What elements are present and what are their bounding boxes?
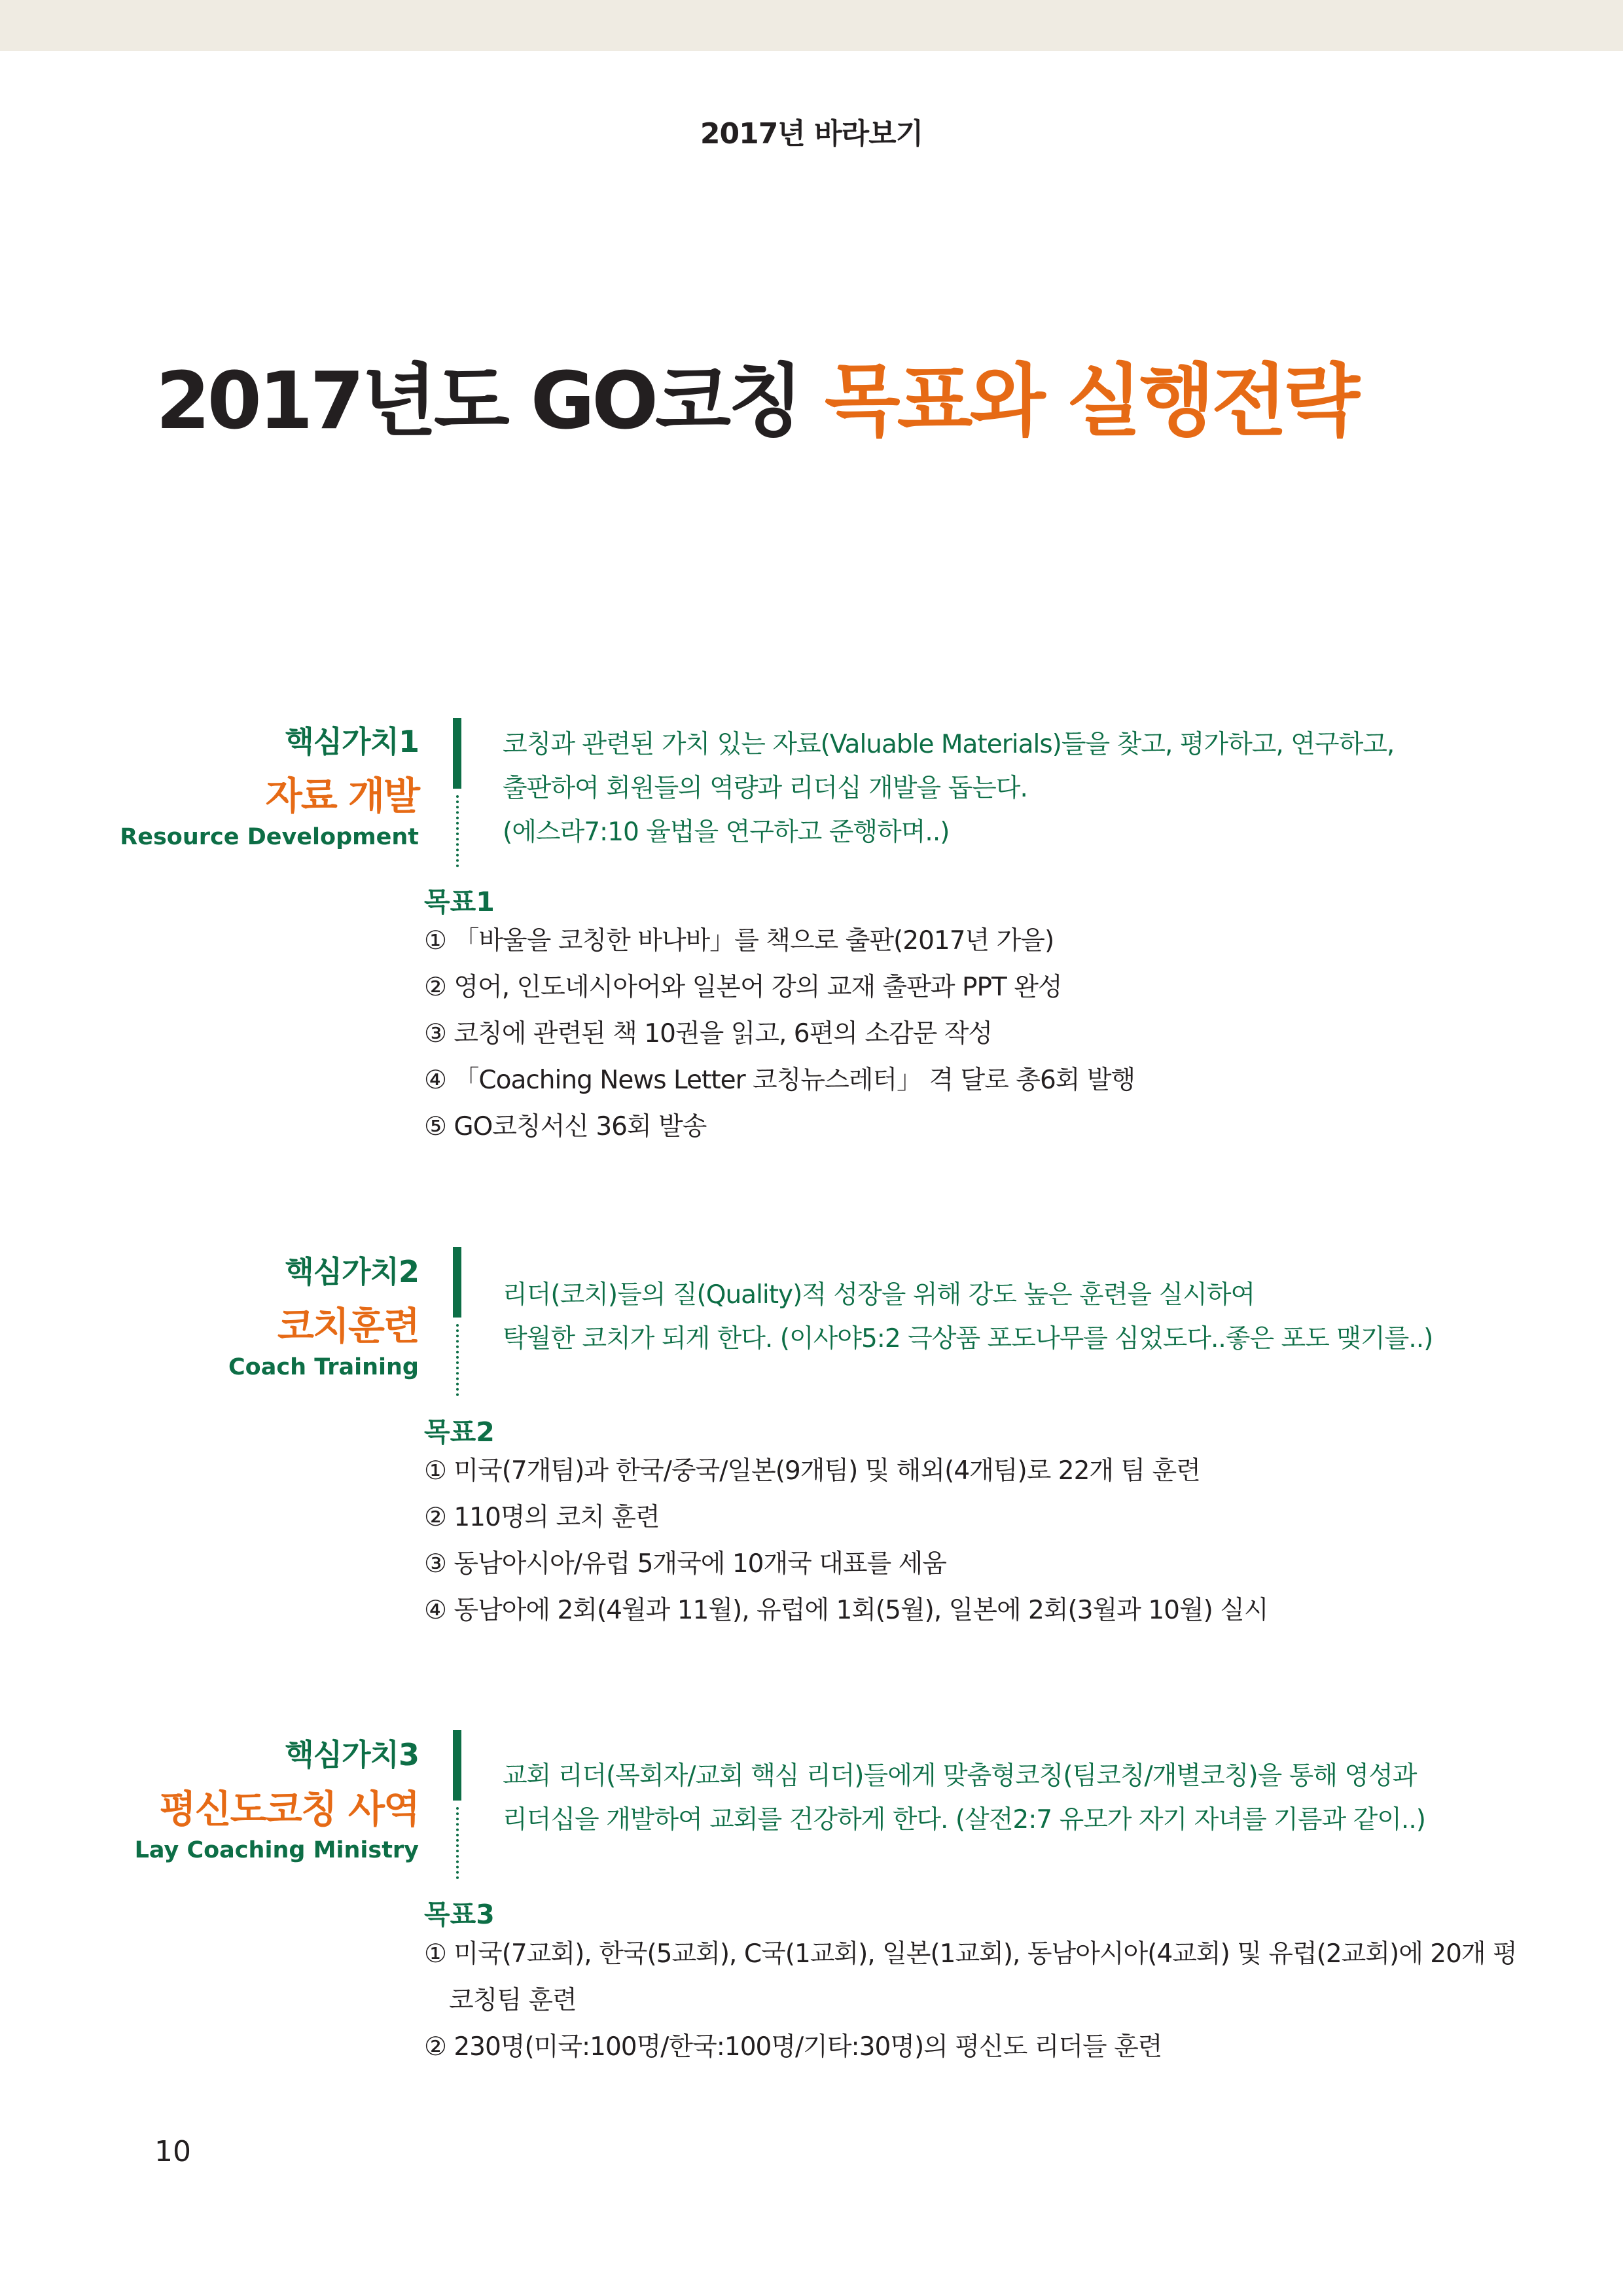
description-line: 리더십을 개발하여 교회를 건강하게 한다. (살전2:7 유모가 자기 자녀를 기름과 같이..)	[503, 1805, 1425, 1835]
goal-item: ④ 동남아에 2회(4월과 11월), 유럽에 1회(5월), 일본에 2회(3월과 10월) 실시	[424, 1596, 1268, 1625]
goal-item: ③ 코칭에 관련된 책 10권을 읽고, 6편의 소감문 작성	[424, 1019, 993, 1049]
goal-3-title: 목표3	[424, 1899, 495, 1930]
core-value-2-description	[503, 1273, 1524, 1361]
goal-1-list	[424, 918, 1537, 1150]
page-title	[156, 356, 1357, 447]
goal-2-list	[424, 1448, 1537, 1634]
top-band	[0, 0, 1623, 51]
section-3-dotted-line	[456, 1807, 459, 1879]
goal-item: ④ 「Coaching News Letter 코칭뉴스레터」 격 달로 총6회 발행	[424, 1066, 1135, 1095]
goal-item: ① 미국(7개팀)과 한국/중국/일본(9개팀) 및 해외(4개팀)로 22개 팀 훈련	[424, 1456, 1200, 1486]
core-value-3-name: 평신도코칭 사역	[159, 1787, 419, 1831]
section-2-dotted-line	[456, 1324, 459, 1396]
section-2-bar	[453, 1247, 461, 1318]
page-number: 10	[154, 2135, 191, 2168]
section-1-dotted-line	[456, 795, 459, 867]
goal-item: ⑤ GO코칭서신 36회 발송	[424, 1112, 707, 1141]
description-line: 탁월한 코치가 되게 한다. (이사야5:2 극상품 포도나무를 심었도다..좋은 포도 맺기를..)	[503, 1324, 1433, 1354]
core-value-3-description	[503, 1754, 1524, 1842]
description-line: 리더(코치)들의 질(Quality)적 성장을 위해 강도 높은 훈련을 실시하여	[503, 1280, 1255, 1310]
core-value-1-number: 핵심가치1	[285, 724, 419, 759]
core-value-1-description	[503, 723, 1524, 854]
core-value-3-english: Lay Coaching Ministry	[134, 1837, 419, 1863]
core-value-2-number: 핵심가치2	[285, 1254, 419, 1289]
core-value-3-number: 핵심가치3	[285, 1737, 419, 1772]
running-header: 2017년 바라보기	[700, 117, 923, 151]
section-1-bar	[453, 718, 461, 789]
goal-1-title: 목표1	[424, 886, 495, 918]
section-3-bar	[453, 1730, 461, 1801]
page-title-main: 2017년도 GO코칭	[156, 356, 800, 447]
goal-item: ② 110명의 코치 훈련	[424, 1503, 660, 1532]
goal-item: ② 영어, 인도네시아어와 일본어 강의 교재 출판과 PPT 완성	[424, 973, 1062, 1002]
description-line: 교회 리더(목회자/교회 핵심 리더)들에게 맞춤형코칭(팀코칭/개별코칭)을 통해 영성과	[503, 1761, 1417, 1791]
goal-item: ② 230명(미국:100명/한국:100명/기타:30명)의 평신도 리더들 훈련	[424, 2032, 1162, 2062]
core-value-1-name: 자료 개발	[265, 774, 419, 818]
core-value-3-label	[135, 1731, 419, 1863]
goal-item: ① 미국(7교회), 한국(5교회), C국(1교회), 일본(1교회), 동남아시아(4교회) 및 유럽(2교회)에 20개 평코칭팀 훈련	[424, 1939, 1517, 2015]
goal-2-title: 목표2	[424, 1416, 495, 1448]
core-value-2-english: Coach Training	[228, 1354, 419, 1380]
core-value-1-english: Resource Development	[120, 824, 419, 850]
description-line: 코칭과 관련된 가치 있는 자료(Valuable Materials)들을 찾고, 평가하고, 연구하고,	[503, 730, 1395, 759]
description-line: 출판하여 회원들의 역량과 리더십 개발을 돕는다.	[503, 774, 1027, 803]
description-line: (에스라7:10 율법을 연구하고 준행하며..)	[503, 817, 950, 847]
page-title-accent: 목표와 실행전략	[824, 356, 1357, 447]
core-value-2-label	[228, 1248, 419, 1380]
core-value-1-label	[120, 718, 419, 850]
goal-item: ① 「바울을 코칭한 바나바」를 책으로 출판(2017년 가을)	[424, 926, 1054, 956]
goal-item: ③ 동남아시아/유럽 5개국에 10개국 대표를 세움	[424, 1549, 946, 1579]
goal-3-list	[424, 1931, 1537, 2070]
core-value-2-name: 코치훈련	[277, 1304, 419, 1348]
